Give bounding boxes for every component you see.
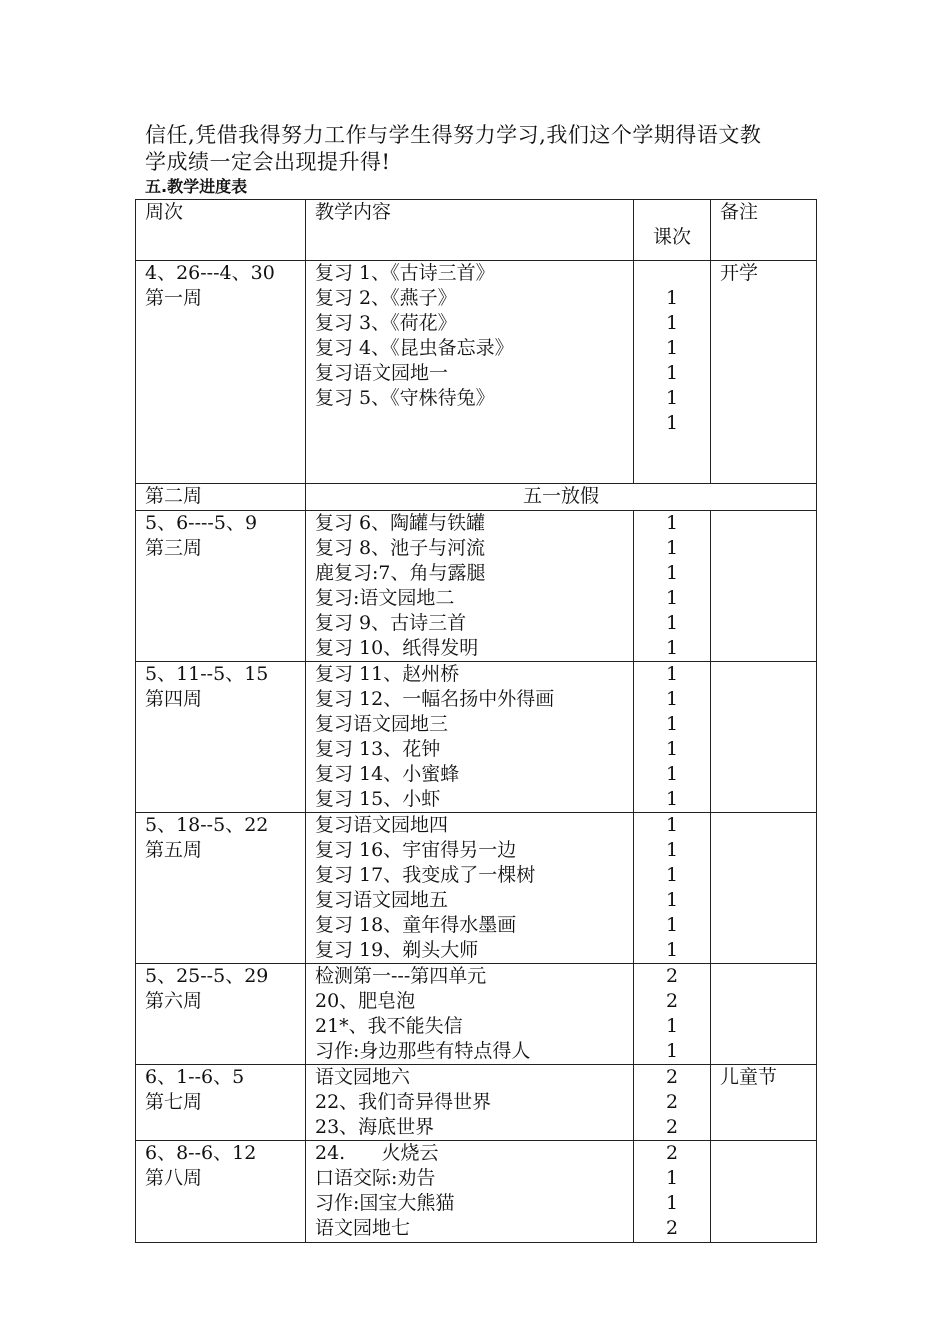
content-item: 20、肥皂泡 xyxy=(315,989,416,1012)
lesson-count: 1 xyxy=(665,411,679,434)
lesson-count: 1 xyxy=(665,938,679,961)
lesson-count: 2 xyxy=(665,1090,679,1113)
holiday-cell: 五一放假 xyxy=(306,484,817,511)
week-dates: 5、11--5、15 xyxy=(145,663,269,685)
lesson-count: 2 xyxy=(665,1142,679,1164)
content-item: 复习 17、我变成了一棵树 xyxy=(315,863,536,886)
content-item: 复习 8、池子与河流 xyxy=(315,536,486,559)
lesson-count: 1 xyxy=(665,863,679,886)
lesson-count: 1 xyxy=(665,336,679,359)
content-item: 习作:国宝大熊猫 xyxy=(315,1191,455,1214)
teaching-progress-table xyxy=(135,199,817,1243)
lessons-cell xyxy=(634,1141,711,1243)
content-item: 复习 12、一幅名扬中外得画 xyxy=(315,687,555,710)
lesson-count: 1 xyxy=(665,1039,679,1062)
lesson-count: 2 xyxy=(665,1216,679,1239)
lesson-count: 2 xyxy=(665,1066,679,1088)
lesson-count: 1 xyxy=(665,1014,679,1037)
lesson-count: 1 xyxy=(665,512,679,534)
table-row xyxy=(136,964,817,1065)
week-name: 第七周 xyxy=(145,1090,203,1113)
lessons-cell xyxy=(634,261,711,484)
lesson-count: 1 xyxy=(665,586,679,609)
lesson-count: 1 xyxy=(665,636,679,659)
lesson-count: 1 xyxy=(665,361,679,384)
content-item: 复习语文园地一 xyxy=(315,361,449,384)
week-cell xyxy=(136,813,306,964)
content-item: 复习 4、《昆虫备忘录》 xyxy=(315,336,514,359)
week-name: 第三周 xyxy=(145,536,203,559)
table-row xyxy=(136,1065,817,1141)
lesson-count: 1 xyxy=(665,561,679,584)
week-dates: 4、26---4、30 xyxy=(145,262,275,284)
table-row xyxy=(136,261,817,484)
lesson-count: 1 xyxy=(665,712,679,735)
intro-line: 信任,凭借我得努力工作与学生得努力学习,我们这个学期得语文教 xyxy=(145,123,762,147)
section-title: 五.教学进度表 xyxy=(145,177,248,196)
lesson-count: 1 xyxy=(665,1166,679,1189)
note-cell: 儿童节 xyxy=(711,1065,817,1141)
content-item: 复习 16、宇宙得另一边 xyxy=(315,838,517,861)
lessons-cell xyxy=(634,1065,711,1141)
lesson-count: 1 xyxy=(665,687,679,710)
week-dates: 5、6----5、9 xyxy=(145,512,258,534)
content-item: 复习 1、《古诗三首》 xyxy=(315,262,495,284)
lesson-count: 2 xyxy=(665,1115,679,1138)
lesson-count: 1 xyxy=(665,814,679,836)
content-item: 复习 5、《守株待兔》 xyxy=(315,386,495,409)
lesson-count: 1 xyxy=(665,287,679,309)
lesson-count: 1 xyxy=(665,663,679,685)
lesson-count: 1 xyxy=(665,762,679,785)
lesson-count: 1 xyxy=(665,1191,679,1214)
table-row xyxy=(136,1141,817,1243)
content-item: 复习 14、小蜜蜂 xyxy=(315,762,460,785)
content-cell xyxy=(306,511,634,662)
content-item: 22、我们奇异得世界 xyxy=(315,1090,492,1113)
week-cell xyxy=(136,662,306,813)
note-cell xyxy=(711,813,817,964)
content-item: 复习 3、《荷花》 xyxy=(315,311,457,334)
table-row xyxy=(136,813,817,964)
lesson-count: 1 xyxy=(665,536,679,559)
content-item: 复习语文园地五 xyxy=(315,888,449,911)
week-cell xyxy=(136,261,306,484)
content-item: 复习 2、《燕子》 xyxy=(315,286,457,309)
content-item: 复习 9、古诗三首 xyxy=(315,611,467,634)
week-dates: 5、25--5、29 xyxy=(145,965,269,987)
lessons-cell xyxy=(634,813,711,964)
lesson-count: 2 xyxy=(665,965,679,987)
week-cell xyxy=(136,1065,306,1141)
content-cell xyxy=(306,1141,634,1243)
lesson-count: 1 xyxy=(665,386,679,409)
week-dates: 5、18--5、22 xyxy=(145,814,269,836)
content-item: 语文园地七 xyxy=(315,1216,411,1239)
intro-line: 学成绩一定会出现提升得! xyxy=(145,150,391,174)
intro-paragraph xyxy=(145,122,825,176)
week-dates: 6、1--6、5 xyxy=(145,1066,245,1088)
week-name: 第四周 xyxy=(145,687,203,710)
week-name: 第二周 xyxy=(136,484,306,511)
content-item: 复习 11、赵州桥 xyxy=(315,663,460,685)
content-item: 23、海底世界 xyxy=(315,1115,435,1138)
week-name: 第六周 xyxy=(145,989,203,1012)
lesson-count: 1 xyxy=(665,311,679,334)
content-item: 复习 19、剃头大师 xyxy=(315,938,479,961)
header-week: 周次 xyxy=(136,200,306,261)
content-item: 21*、我不能失信 xyxy=(315,1014,463,1037)
content-item: 复习 10、纸得发明 xyxy=(315,636,479,659)
table-row xyxy=(136,484,817,511)
note-cell xyxy=(711,964,817,1065)
week-name: 第八周 xyxy=(145,1166,203,1189)
content-item: 复习 15、小虾 xyxy=(315,787,441,810)
content-item: 口语交际:劝告 xyxy=(315,1166,436,1189)
lesson-count: 1 xyxy=(665,913,679,936)
lesson-count: 2 xyxy=(665,989,679,1012)
content-item: 复习 18、童年得水墨画 xyxy=(315,913,517,936)
content-item: 鹿复习:7、角与露腿 xyxy=(315,561,486,584)
table-row xyxy=(136,511,817,662)
header-lessons: 课次 xyxy=(634,200,711,261)
table-header-row xyxy=(136,200,817,261)
lessons-cell xyxy=(634,511,711,662)
week-name: 第一周 xyxy=(145,286,203,309)
lesson-count: 1 xyxy=(665,611,679,634)
content-item: 习作:身边那些有特点得人 xyxy=(315,1039,531,1062)
lessons-cell xyxy=(634,964,711,1065)
content-item: 复习语文园地四 xyxy=(315,814,449,836)
content-item: 复习 13、花钟 xyxy=(315,737,441,760)
week-cell xyxy=(136,511,306,662)
note-cell: 开学 xyxy=(711,261,817,484)
header-content: 教学内容 xyxy=(306,200,634,261)
header-notes: 备注 xyxy=(711,200,817,261)
week-cell xyxy=(136,964,306,1065)
note-cell xyxy=(711,511,817,662)
lesson-count: 1 xyxy=(665,838,679,861)
lessons-cell xyxy=(634,662,711,813)
week-dates: 6、8--6、12 xyxy=(145,1142,257,1164)
note-cell xyxy=(711,1141,817,1243)
week-cell xyxy=(136,1141,306,1243)
content-cell xyxy=(306,261,634,484)
lesson-count: 1 xyxy=(665,787,679,810)
note-cell xyxy=(711,662,817,813)
content-item: 复习:语文园地二 xyxy=(315,586,455,609)
content-cell xyxy=(306,964,634,1065)
week-name: 第五周 xyxy=(145,838,203,861)
content-cell xyxy=(306,813,634,964)
content-item: 复习 6、陶罐与铁罐 xyxy=(315,512,486,534)
content-item: 复习语文园地三 xyxy=(315,712,449,735)
content-item: 语文园地六 xyxy=(315,1066,411,1088)
content-item: 24. 火烧云 xyxy=(315,1142,439,1164)
lesson-count: 1 xyxy=(665,888,679,911)
table-row xyxy=(136,662,817,813)
content-item: 检测第一---第四单元 xyxy=(315,965,487,987)
lesson-count: 1 xyxy=(665,737,679,760)
content-cell xyxy=(306,662,634,813)
content-cell xyxy=(306,1065,634,1141)
